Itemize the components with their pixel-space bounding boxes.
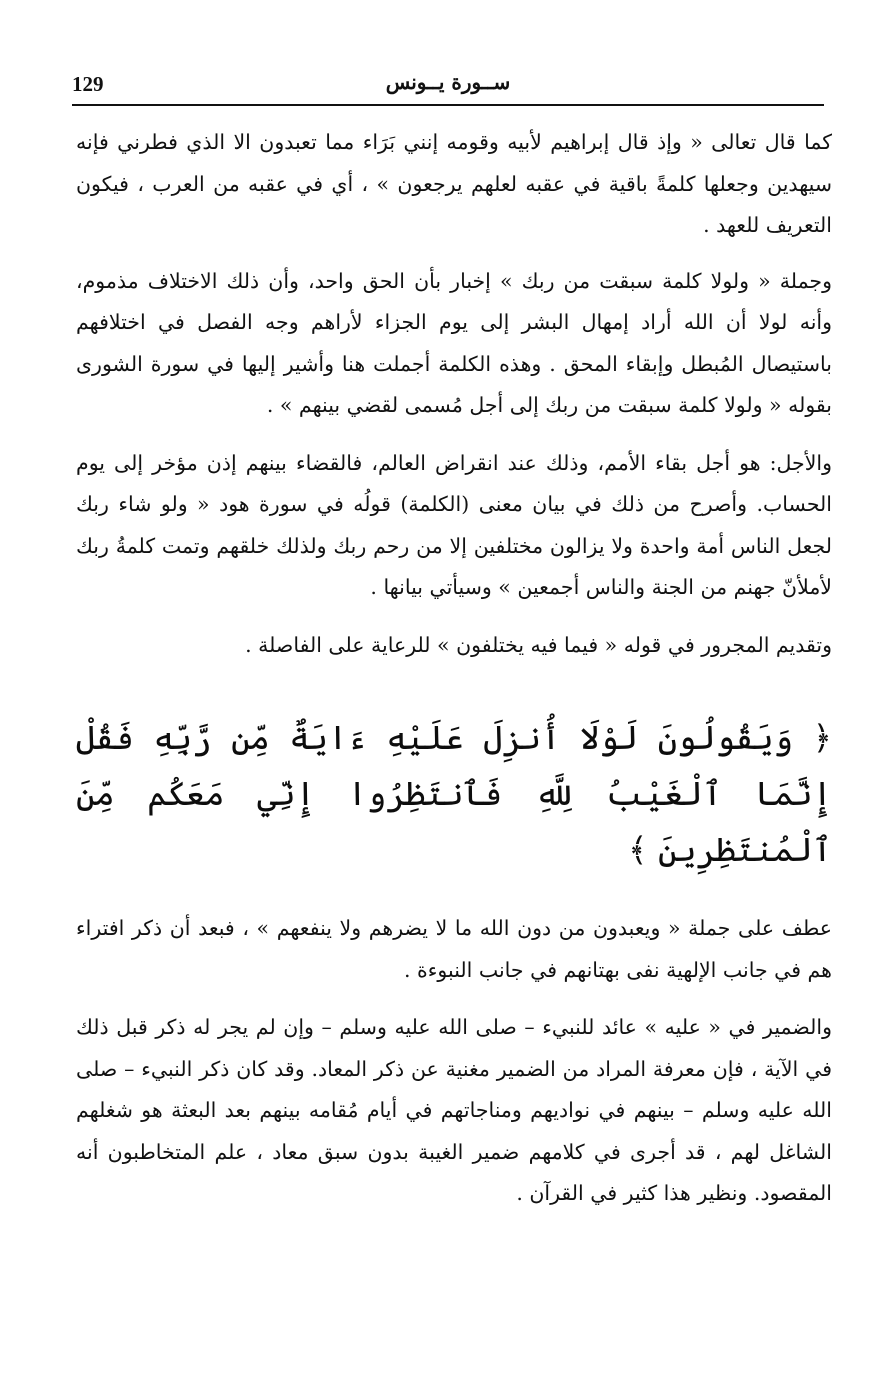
commentary-1: عطف على جملة « ويعبدون من دون الله ما لا يضرهم ولا ينفعهم » ، فبعد أن ذكر افتراء هم في جانب الإلهية نفى بهتانهم في جانب النبوءة . [76,916,832,982]
page-body [76,122,832,1231]
page-number: 129 [72,72,104,96]
page-header [72,68,824,108]
paragraph-2: وجملة « ولولا كلمة سبقت من ربك » إخبار بأن الحق واحد، وأن ذلك الاختلاف مذموم، وأنه لولا أن الله أراد إمهال البشر إلى يوم الجزاء لأراهم وجه الفصل في اختلافهم باستيصال المُبطل وإبقاء المحق . وهذه الكلمة أجملت هنا وأشير إليها في سورة الشورى بقوله « ولولا كلمة سبقت من ربك إلى أجل مُسمى لقضي بينهم » . [76,268,832,417]
quran-verse: ﴿ وَيَقُولُونَ لَوْلَا أُنزِلَ عَلَيْهِ ءَايَةٌ مِّن رَّبِّهِ فَقُلْ إِنَّمَا ٱلْغَيْبُ لِلَّهِ فَٱنتَظِرُوا إِنِّي مَعَكُم مِّنَ ٱلْمُنتَظِرِينَ ﴾ [76,718,832,869]
header-rule [72,104,824,106]
paragraph-4: وتقديم المجرور في قوله « فيما فيه يختلفون » للرعاية على الفاصلة . [245,632,832,657]
commentary-2: والضمير في « عليه » عائد للنبيء – صلى الله عليه وسلم – وإن لم يجر له ذكر قبل ذلك في الآية ، فإن معرفة المراد من الضمير مغنية عن ذكر المعاد. وقد كان ذكر النبيء – صلى الله عليه وسلم – بينهم في نواديهم ومناجاتهم في أيام مُقامه بينهم بعد البعثة هو شغلهم الشاغل لهم ، قد أجرى في كلامهم ضمير الغيبة بدون سبق معاد ، علم المتخاطبون أنه المقصود. ونظير هذا كثير في القرآن . [76,1015,832,1205]
paragraph-1: كما قال تعالى « وإذ قال إبراهيم لأبيه وقومه إنني بَرَاء مما تعبدون الا الذي فطرني فإنه سيهدين وجعلها كلمةً باقية في عقبه لعلهم يرجعون » ، أي في عقبه من العرب ، فيكون التعريف للعهد . [76,130,832,237]
running-title: ســورة يــونس [385,70,511,94]
paragraph-3: والأجل: هو أجل بقاء الأمم، وذلك عند انقراض العالم، فالقضاء بينهم إذن مؤخر إلى يوم الحساب. وأصرح من ذلك في بيان معنى (الكلمة) قولُه في سورة هود « ولو شاء ربك لجعل الناس أمة واحدة ولا يزالون مختلفين إلا من رحم ربك ولذلك خلقهم وتمت كلمةُ ربك لأملأنّ جهنم من الجنة والناس أجمعين » وسيأتي بيانها . [76,450,832,599]
